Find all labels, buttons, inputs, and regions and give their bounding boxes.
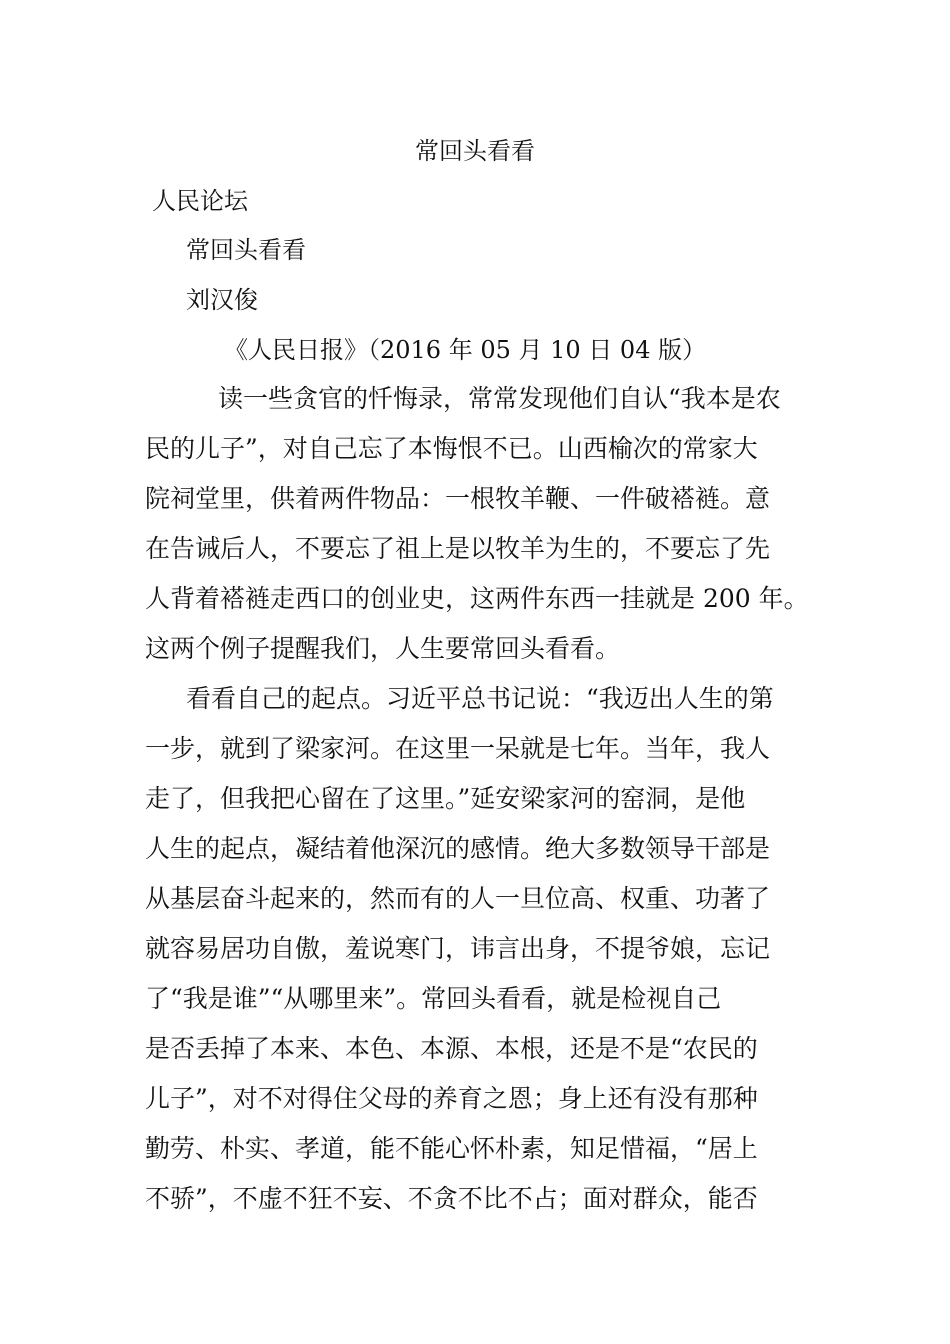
- body-line: 从基层奋斗起来的，然而有的人一旦位高、权重、功著了: [145, 884, 771, 913]
- body-line: 读一些贪官的忏悔录，常常发现他们自认“我本是农: [218, 384, 781, 413]
- body-line: 了“我是谁”“从哪里来”。常回头看看，就是检视自己: [145, 984, 722, 1013]
- body-line: 就容易居功自傲，羞说寒门，讳言出身，不提爷娘，忘记: [145, 934, 771, 963]
- body-line: 看看自己的起点。习近平总书记说：“我迈出人生的第: [186, 684, 774, 713]
- body-line: 是否丢掉了本来、本色、本源、本根，还是不是“农民的: [145, 1034, 758, 1063]
- body-line: 一步，就到了梁家河。在这里一呆就是七年。当年，我人: [145, 734, 771, 763]
- source-line: 《人民日报》（2016 年 05 月 10 日 04 版）: [224, 336, 707, 364]
- column-name: 人民论坛: [152, 187, 248, 215]
- body-line: 人背着褡裢走西口的创业史，这两件东西一挂就是 200 年。: [145, 584, 809, 613]
- document-title: 常回头看看: [415, 137, 535, 165]
- body-line: 不骄”，不虚不狂不妄、不贪不比不占；面对群众，能否: [145, 1184, 758, 1213]
- body-line: 这两个例子提醒我们，人生要常回头看看。: [145, 634, 621, 663]
- body-line: 勤劳、朴实、孝道，能不能心怀朴素，知足惜福，“居上: [145, 1134, 758, 1163]
- body-line: 院祠堂里，供着两件物品：一根牧羊鞭、一件破褡裢。意: [145, 484, 771, 513]
- body-line: 人生的起点，凝结着他深沉的感情。绝大多数领导干部是: [145, 834, 771, 863]
- body-line: 民的儿子”，对自己忘了本悔恨不已。山西榆次的常家大: [145, 434, 758, 463]
- body-line: 在告诫后人，不要忘了祖上是以牧羊为生的，不要忘了先: [145, 534, 771, 563]
- body-line: 走了，但我把心留在了这里。”延安梁家河的窑洞，是他: [145, 784, 746, 813]
- article-subtitle: 常回头看看: [186, 236, 306, 264]
- author-name: 刘汉俊: [186, 286, 258, 314]
- body-line: 儿子”，对不对得住父母的养育之恩；身上还有没有那种: [145, 1084, 758, 1113]
